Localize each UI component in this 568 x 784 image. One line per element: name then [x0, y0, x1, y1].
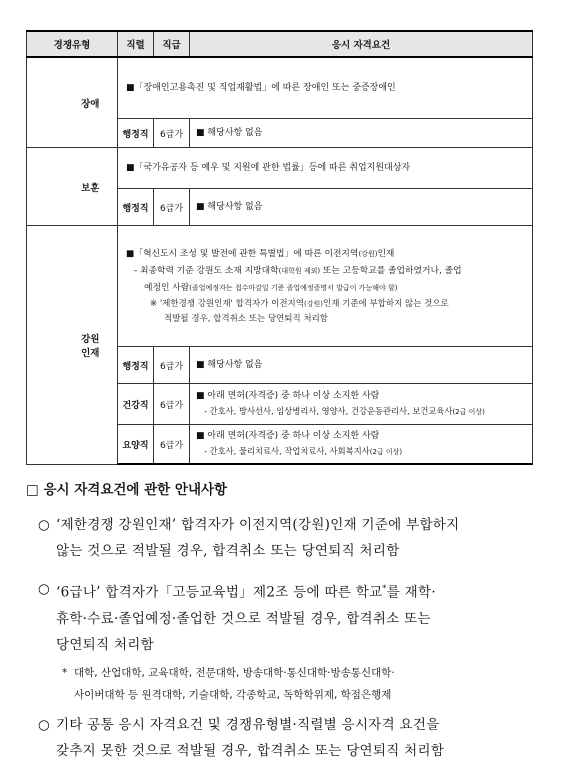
requirement-disabled: ■「장애인고용촉진 및 직업재활법」에 따른 장애인 또는 중증장애인	[118, 57, 533, 119]
series-cell: 요양직	[118, 425, 154, 465]
series-cell: 건강직	[118, 384, 154, 425]
category-gangwon	[64, 226, 118, 465]
category-disabled: 장애	[64, 57, 118, 148]
table-row	[27, 57, 533, 119]
requirement-cell: ■ 아래 면허(자격증) 중 하나 이상 소지한 사람 - 간호사, 방사선사, 임상병리사, 영양사, 건강운동관리사, 보건교육사(2급 이상)	[190, 384, 533, 425]
requirement-cell: ■ 아래 면허(자격증) 중 하나 이상 소지한 사람 - 간호사, 물리치료사, 작업치료사, 사회복지사(2급 이상)	[190, 425, 533, 465]
grade-cell: 6급가	[154, 384, 190, 425]
gangwon-note: ※ '제한경쟁 강원인재' 합격자가 이전지역(강원)인재 기준에 부합하지 않는 것으로	[150, 298, 449, 309]
guide-title: □ 응시 자격요건에 관한 안내사항	[26, 482, 228, 498]
requirement-veterans: ■「국가유공자 등 예우 및 지원에 관한 법률」등에 따른 취업지원대상자	[118, 148, 533, 189]
header-grade: 직급	[154, 31, 190, 57]
requirement-cell: ■ 해당사항 없음	[190, 119, 533, 148]
table-header-row	[27, 31, 533, 57]
category-veterans: 보훈	[64, 148, 118, 226]
series-cell: 행정직	[118, 347, 154, 384]
series-cell: 행정직	[118, 119, 154, 148]
header-series: 직렬	[118, 31, 154, 57]
requirement-gangwon: ■「혁신도시 조성 및 발전에 관한 특별법」에 따른 이전지역(강원)인재 - 최종학력 기준 강원도 소재 지방대학(대학원 제외) 또는 고등학교를 졸업하였거나, 졸업 예정인 사람(졸업예정자는 접수마감일 기준 졸업예정증명서 발급이 가능해야 함) ※ '제한경쟁 강원인재' 합격자가 이전지역(강원)인재 기준에 부합하지 않는 것으로 적발될 경우, 합격취소 또는 당연퇴직 처리함	[118, 226, 533, 347]
series-cell: 행정직	[118, 189, 154, 226]
circle-bullet-icon: ○	[38, 581, 51, 597]
circle-bullet-icon: ○	[38, 716, 51, 733]
table-row	[27, 148, 533, 189]
qualification-table	[26, 30, 533, 465]
requirement-cell: ■ 해당사항 없음	[190, 189, 533, 226]
guide-footnote: * 대학, 산업대학, 교육대학, 전문대학, 방송대학·통신대학·방송통신대학· 사이버대학 등 원격대학, 기술대학, 각종학교, 독학학위제, 학점은행제	[62, 666, 395, 701]
circle-bullet-icon: ○	[38, 517, 51, 533]
header-competition-type: 경쟁유형	[27, 31, 118, 57]
grade-cell: 6급가	[154, 119, 190, 148]
guide-item: ○ 기타 공통 응시 자격요건 및 경쟁유형별·직렬별 응시자격 요건을 갖추지 못한 것으로 적발될 경우, 합격취소 또는 당연퇴직 처리함	[26, 712, 546, 764]
guide-section	[26, 478, 546, 764]
table-row	[27, 226, 533, 347]
grade-cell: 6급가	[154, 425, 190, 465]
header-requirement: 응시 자격요건	[190, 31, 533, 57]
grade-cell: 6급가	[154, 189, 190, 226]
requirement-cell: ■ 해당사항 없음	[190, 347, 533, 384]
category-gangwon-line2: 인재	[81, 347, 100, 359]
grade-cell: 6급가	[154, 347, 190, 384]
guide-item: ○ ‘제한경쟁 강원인재’ 합격자가 이전지역(강원)인재 기준에 부합하지 않는 것으로 적발될 경우, 합격취소 또는 당연퇴직 처리함	[26, 512, 546, 564]
category-gangwon-line1: 강원	[81, 333, 100, 345]
guide-item: ○ ‘6급나’ 합격자가「고등교육법」제2조 등에 따른 학교*를 재학· 휴학·수료·졸업예정·졸업한 것으로 적발될 경우, 합격취소 또는 당연퇴직 처리함	[26, 576, 546, 658]
